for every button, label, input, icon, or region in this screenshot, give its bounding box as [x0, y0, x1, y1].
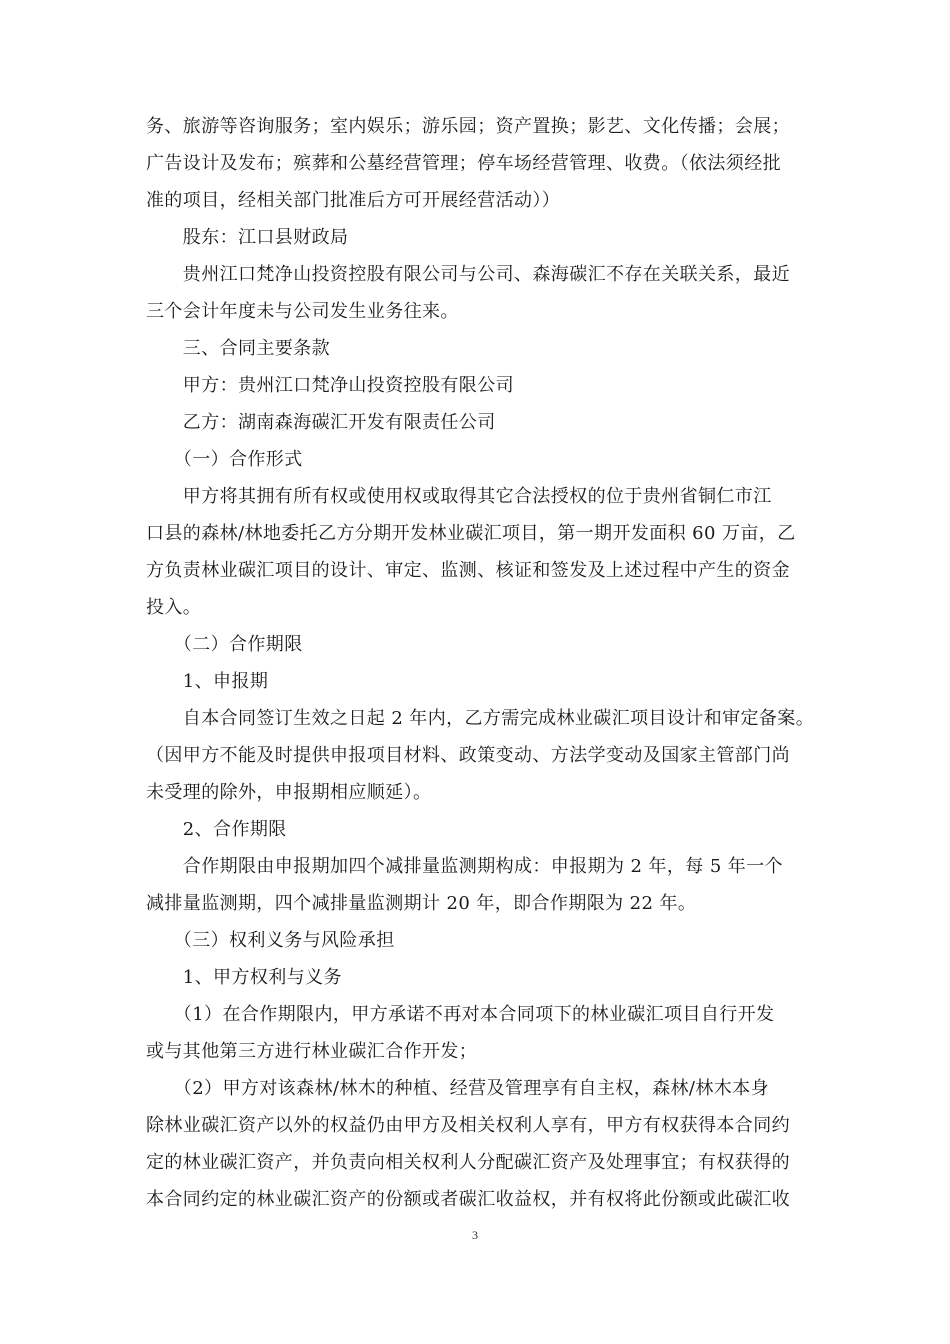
text-line: 股东：江口县财政局 — [146, 227, 349, 248]
text-line: 除林业碳汇资产以外的权益仍由甲方及相关权利人享有，甲方有权获得本合同约 — [146, 1115, 790, 1136]
text-line: 投入。 — [146, 597, 202, 618]
text-line: （二）合作期限 — [146, 634, 303, 655]
item-heading-declaration-period — [146, 663, 808, 700]
text-line: 1、申报期 — [146, 671, 269, 692]
text-line: 甲方：贵州江口梵净山投资控股有限公司 — [146, 375, 514, 396]
item-heading-cooperation-term — [146, 811, 808, 848]
text-line: 1、甲方权利与义务 — [146, 967, 342, 988]
paragraph-cooperation-term — [146, 848, 808, 922]
section-heading-contract-terms — [146, 330, 808, 367]
text-line: 自本合同签订生效之日起 2 年内，乙方需完成林业碳汇项目设计和审定备案。 — [146, 708, 815, 729]
text-line: 口县的森林/林地委托乙方分期开发林业碳汇项目，第一期开发面积 60 万亩，乙 — [146, 523, 796, 544]
text-line: （三）权利义务与风险承担 — [146, 930, 395, 951]
text-line: 或与其他第三方进行林业碳汇合作开发； — [146, 1041, 478, 1062]
text-line: 减排量监测期，四个减排量监测期计 20 年，即合作期限为 22 年。 — [146, 893, 697, 914]
text-line: 甲方将其拥有所有权或使用权或取得其它合法授权的位于贵州省铜仁市江 — [146, 486, 772, 507]
text-line: 乙方：湖南森海碳汇开发有限责任公司 — [146, 412, 496, 433]
paragraph-relationship — [146, 256, 808, 330]
text-line: 三、合同主要条款 — [146, 338, 330, 359]
paragraph-party-b — [146, 404, 808, 441]
subheading-cooperation-form — [146, 441, 808, 478]
item-heading-party-a-rights — [146, 959, 808, 996]
paragraph-party-a — [146, 367, 808, 404]
subheading-rights-obligations — [146, 922, 808, 959]
text-line: （因甲方不能及时提供申报项目材料、政策变动、方法学变动及国家主管部门尚 — [146, 745, 790, 766]
text-line: 未受理的除外，申报期相应顺延）。 — [146, 782, 432, 803]
text-line: 2、合作期限 — [146, 819, 287, 840]
text-line: 三个会计年度未与公司发生业务往来。 — [146, 301, 459, 322]
paragraph-clause-2 — [146, 1070, 808, 1218]
text-line: 本合同约定的林业碳汇资产的份额或者碳汇收益权，并有权将此份额或此碳汇收 — [146, 1189, 790, 1210]
text-line: 定的林业碳汇资产，并负责向相关权利人分配碳汇资产及处理事宜；有权获得的 — [146, 1152, 790, 1173]
paragraph-cooperation-form — [146, 478, 808, 626]
text-line: （1）在合作期限内，甲方承诺不再对本合同项下的林业碳汇项目自行开发 — [146, 1004, 775, 1025]
text-line: 广告设计及发布；殡葬和公墓经营管理；停车场经营管理、收费。（依法须经批 — [146, 153, 781, 174]
paragraph-declaration-period — [146, 700, 815, 811]
text-line: （2）甲方对该森林/林木的种植、经营及管理享有自主权，森林/林木本身 — [146, 1078, 769, 1099]
subheading-cooperation-term — [146, 626, 808, 663]
text-line: 准的项目，经相关部门批准后方可开展经营活动）） — [146, 190, 561, 211]
page-number: 3 — [472, 1228, 478, 1242]
paragraph-shareholder — [146, 219, 808, 256]
paragraph-clause-1 — [146, 996, 808, 1070]
text-line: 贵州江口梵净山投资控股有限公司与公司、森海碳汇不存在关联关系，最近 — [146, 264, 790, 285]
text-line: 务、旅游等咨询服务；室内娱乐；游乐园；资产置换；影艺、文化传播；会展； — [146, 116, 790, 137]
text-line: 方负责林业碳汇项目的设计、审定、监测、核证和签发及上述过程中产生的资金 — [146, 560, 790, 581]
paragraph-business-scope — [146, 108, 808, 219]
text-line: （一）合作形式 — [146, 449, 303, 470]
text-line: 合作期限由申报期加四个减排量监测期构成：申报期为 2 年，每 5 年一个 — [146, 856, 783, 877]
